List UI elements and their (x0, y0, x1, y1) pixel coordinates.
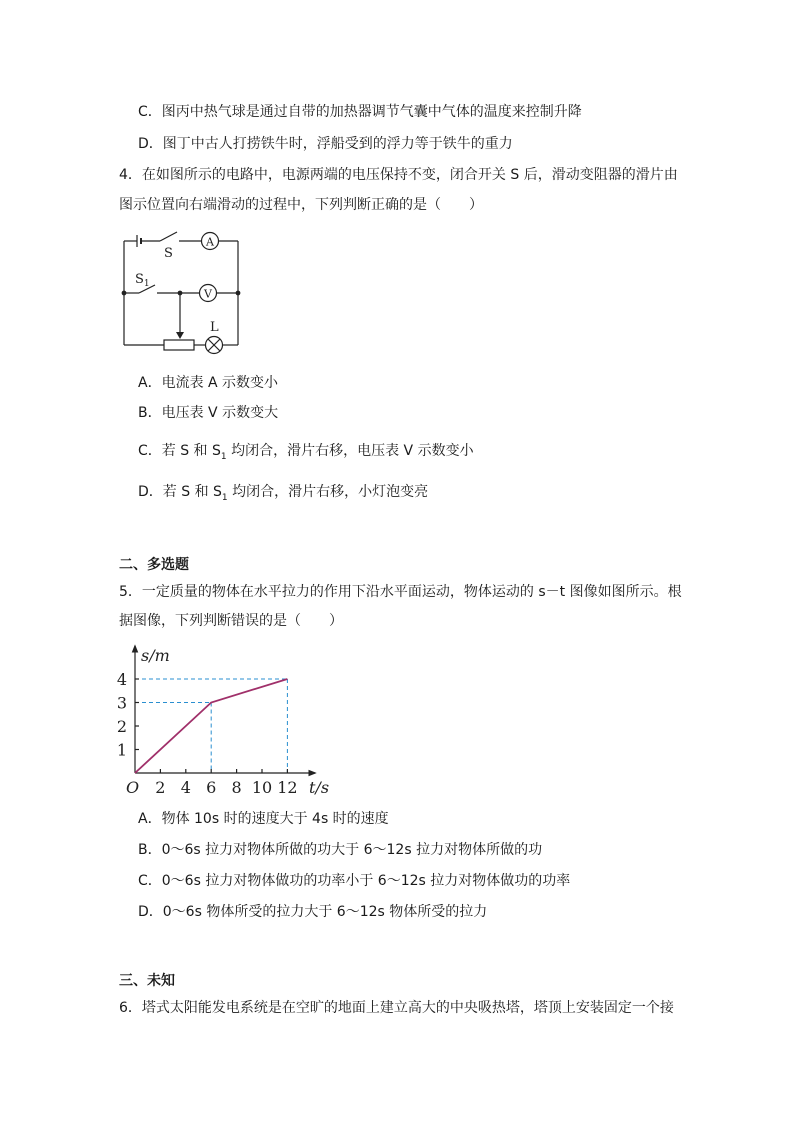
q5-stem-line2: 据图像，下列判断错误的是（ ） (119, 613, 343, 629)
switch-s-blade (160, 232, 177, 241)
node-right (236, 291, 241, 296)
q4-stem-line2: 图示位置向右端滑动的过程中，下列判断正确的是（ ） (119, 197, 483, 213)
x-tick-label: 8 (231, 778, 242, 797)
y-axis-label: s/m (141, 646, 170, 665)
label-switch-s: S (164, 246, 173, 261)
x-tick-label: 6 (206, 778, 217, 797)
x-tick-label: 4 (180, 778, 191, 797)
section-heading-unknown: 三、未知 (119, 973, 175, 989)
q5-option-c: C．0～6s 拉力对物体做功的功率小于 6～12s 拉力对物体做功的功率 (138, 873, 571, 889)
x-axis-label: t/s (309, 778, 330, 797)
label-switch-s1: $S_1$ (135, 272, 150, 289)
slider-arrow-icon (176, 332, 184, 339)
q3-option-d: D．图丁中古人打捞铁牛时，浮船受到的浮力等于铁牛的重力 (138, 136, 513, 152)
q6-stem-line1: 6．塔式太阳能发电系统是在空旷的地面上建立高大的中央吸热塔，塔顶上安装固定一个接 (119, 1000, 674, 1016)
y-tick-label: 4 (116, 670, 127, 689)
q3-option-c: C．图丙中热气球是通过自带的加热器调节气囊中气体的温度来控制升降 (138, 104, 582, 120)
q5-option-b: B．0～6s 拉力对物体所做的功大于 6～12s 拉力对物体所做的功 (138, 842, 543, 858)
section-heading-multi-choice: 二、多选题 (119, 557, 189, 573)
q5-st-graph (115, 640, 330, 800)
q4-option-c: C．若 S 和 $S_1$ 均闭合，滑片右移，电压表 V 示数变小 (138, 443, 474, 462)
q4-stem-line1: 4．在如图所示的电路中，电源两端的电压保持不变，闭合开关 S 后，滑动变阻器的滑片由 (119, 167, 678, 183)
y-tick-label: 1 (116, 740, 127, 760)
q5-stem-line1: 5．一定质量的物体在水平拉力的作用下沿水平面运动，物体运动的 s－t 图像如图所示。根 (119, 584, 682, 600)
q4-option-b: B．电压表 V 示数变大 (138, 405, 279, 421)
x-tick-label: 10 (251, 778, 273, 797)
label-ammeter: A (206, 235, 214, 249)
node-left (122, 291, 127, 296)
rheostat-body (164, 340, 194, 350)
label-lamp: L (210, 320, 219, 335)
label-voltmeter: V (204, 287, 212, 301)
q4-option-a: A．电流表 A 示数变小 (138, 375, 279, 391)
node-slider (178, 291, 183, 296)
x-tick-label: 2 (155, 778, 166, 797)
y-tick-label: 3 (116, 693, 127, 713)
q5-option-a: A．物体 10s 时的速度大于 4s 时的速度 (138, 811, 389, 827)
origin-label: O (126, 778, 140, 797)
q5-option-d: D．0～6s 物体所受的拉力大于 6～12s 物体所受的拉力 (138, 904, 488, 920)
q4-circuit-diagram (115, 226, 250, 354)
q4-option-d: D．若 S 和 $S_1$ 均闭合，滑片右移，小灯泡变亮 (138, 484, 429, 503)
x-tick-label: 12 (277, 778, 298, 797)
y-tick-label: 2 (116, 717, 127, 736)
